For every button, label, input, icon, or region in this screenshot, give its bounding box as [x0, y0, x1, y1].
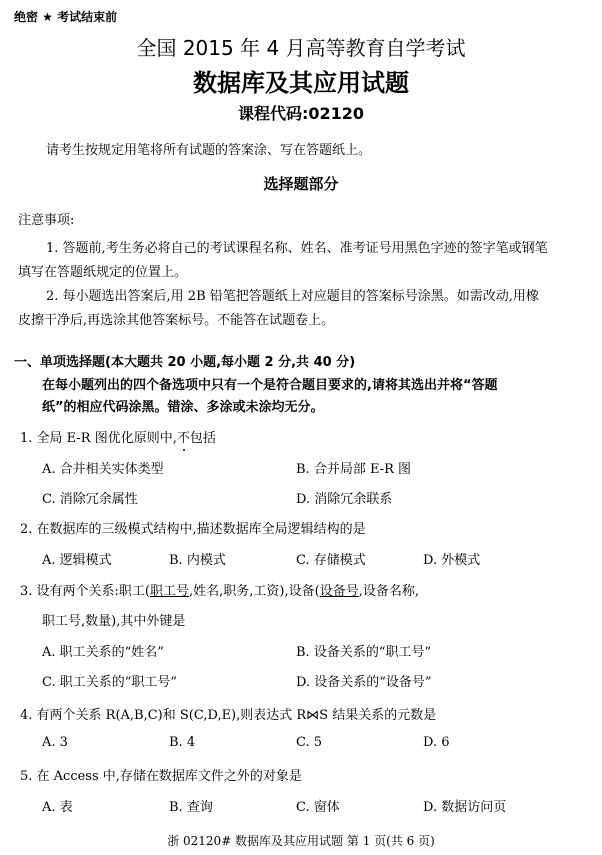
question-3-stem	[20, 580, 419, 599]
q3-option-c: C. 职工关系的“职工号”	[42, 675, 178, 690]
q4-option-d: D. 6	[423, 735, 450, 750]
note-1-line-1: 1. 答题前,考生务必将自己的考试课程名称、姓名、准考证号用黑色字迹的签字笔或钢笔	[46, 241, 548, 256]
course-code: 课程代码:02120	[237, 104, 365, 123]
q1-option-c: C. 消除冗余属性	[42, 492, 138, 507]
q4-option-a: A. 3	[42, 735, 68, 750]
question-3-stem-c: ,设备名称,	[358, 584, 419, 599]
question-1-stem	[20, 427, 216, 446]
question-3-stem-a: 3. 设有两个关系:职工(	[20, 584, 150, 599]
question-3-stem-line-2: 职工号,数量),其中外键是	[42, 614, 186, 629]
q5-option-b: B. 查询	[169, 800, 213, 815]
q2-option-b: B. 内模式	[169, 553, 226, 568]
q2-option-d: D. 外模式	[423, 553, 481, 568]
question-2-stem: 2. 在数据库的三级模式结构中,描述数据库全局逻辑结构的是	[20, 522, 366, 537]
q1-option-a: A. 合并相关实体类型	[42, 462, 164, 477]
part-1-desc-line-2: 纸”的相应代码涂黑。错涂、多涂或未涂均无分。	[42, 400, 324, 415]
q3-option-d: D. 设备关系的“设备号”	[296, 675, 432, 690]
part-1-heading: 一、单项选择题(本大题共 20 小题,每小题 2 分,共 40 分)	[14, 355, 356, 370]
q4-option-c: C. 5	[296, 735, 323, 750]
q5-option-d: D. 数据访问页	[423, 800, 507, 815]
page-footer: 浙 02120# 数据库及其应用试题 第 1 页(共 6 页)	[167, 834, 435, 848]
question-1-stem-a: 1. 全局 E-R 图优化原则中,	[20, 431, 177, 446]
q1-option-b: B. 合并局部 E-R 图	[296, 462, 411, 477]
note-1-line-2: 填写在答题纸规定的位置上。	[18, 265, 188, 280]
part-1-desc-line-1: 在每小题列出的四个备选项中只有一个是符合题目要求的,请将其选出并将“答题	[42, 378, 498, 393]
q3-option-b: B. 设备关系的“职工号”	[296, 645, 432, 660]
subject-title: 数据库及其应用试题	[193, 69, 409, 97]
notes-heading: 注意事项:	[18, 213, 75, 228]
answer-instruction: 请考生按规定用笔将所有试题的答案涂、写在答题纸上。	[46, 143, 372, 158]
q4-option-b: B. 4	[169, 735, 196, 750]
note-2-line-1: 2. 每小题选出答案后,用 2B 铅笔把答题纸上对应题目的答案标号涂黑。如需改动,用橡	[46, 289, 539, 304]
q5-option-a: A. 表	[42, 800, 73, 815]
emphasis-dot-text: 不	[176, 431, 190, 446]
primary-key-underline: 职工号	[150, 584, 190, 599]
section-title: 选择题部分	[263, 175, 339, 193]
q3-option-a: A. 职工关系的“姓名”	[42, 645, 164, 660]
q5-option-c: C. 窗体	[296, 800, 340, 815]
q2-option-c: C. 存储模式	[296, 553, 366, 568]
question-4-stem: 4. 有两个关系 R(A,B,C)和 S(C,D,E),则表达式 R⋈S 结果关系的元数是	[20, 708, 437, 723]
note-2-line-2: 皮擦干净后,再选涂其他答案标号。不能答在试题卷上。	[18, 313, 335, 328]
question-5-stem: 5. 在 Access 中,存储在数据库文件之外的对象是	[20, 769, 302, 784]
primary-key-underline: 设备号	[319, 584, 359, 599]
exam-title: 全国 2015 年 4 月高等教育自学考试	[136, 36, 466, 60]
q2-option-a: A. 逻辑模式	[42, 553, 112, 568]
q1-option-d: D. 消除冗余联系	[296, 492, 393, 507]
question-3-stem-b: ,姓名,职务,工资),设备(	[189, 584, 320, 599]
question-1-stem-b: 包括	[189, 431, 216, 446]
confidential-label: 绝密 ★ 考试结束前	[14, 10, 118, 24]
